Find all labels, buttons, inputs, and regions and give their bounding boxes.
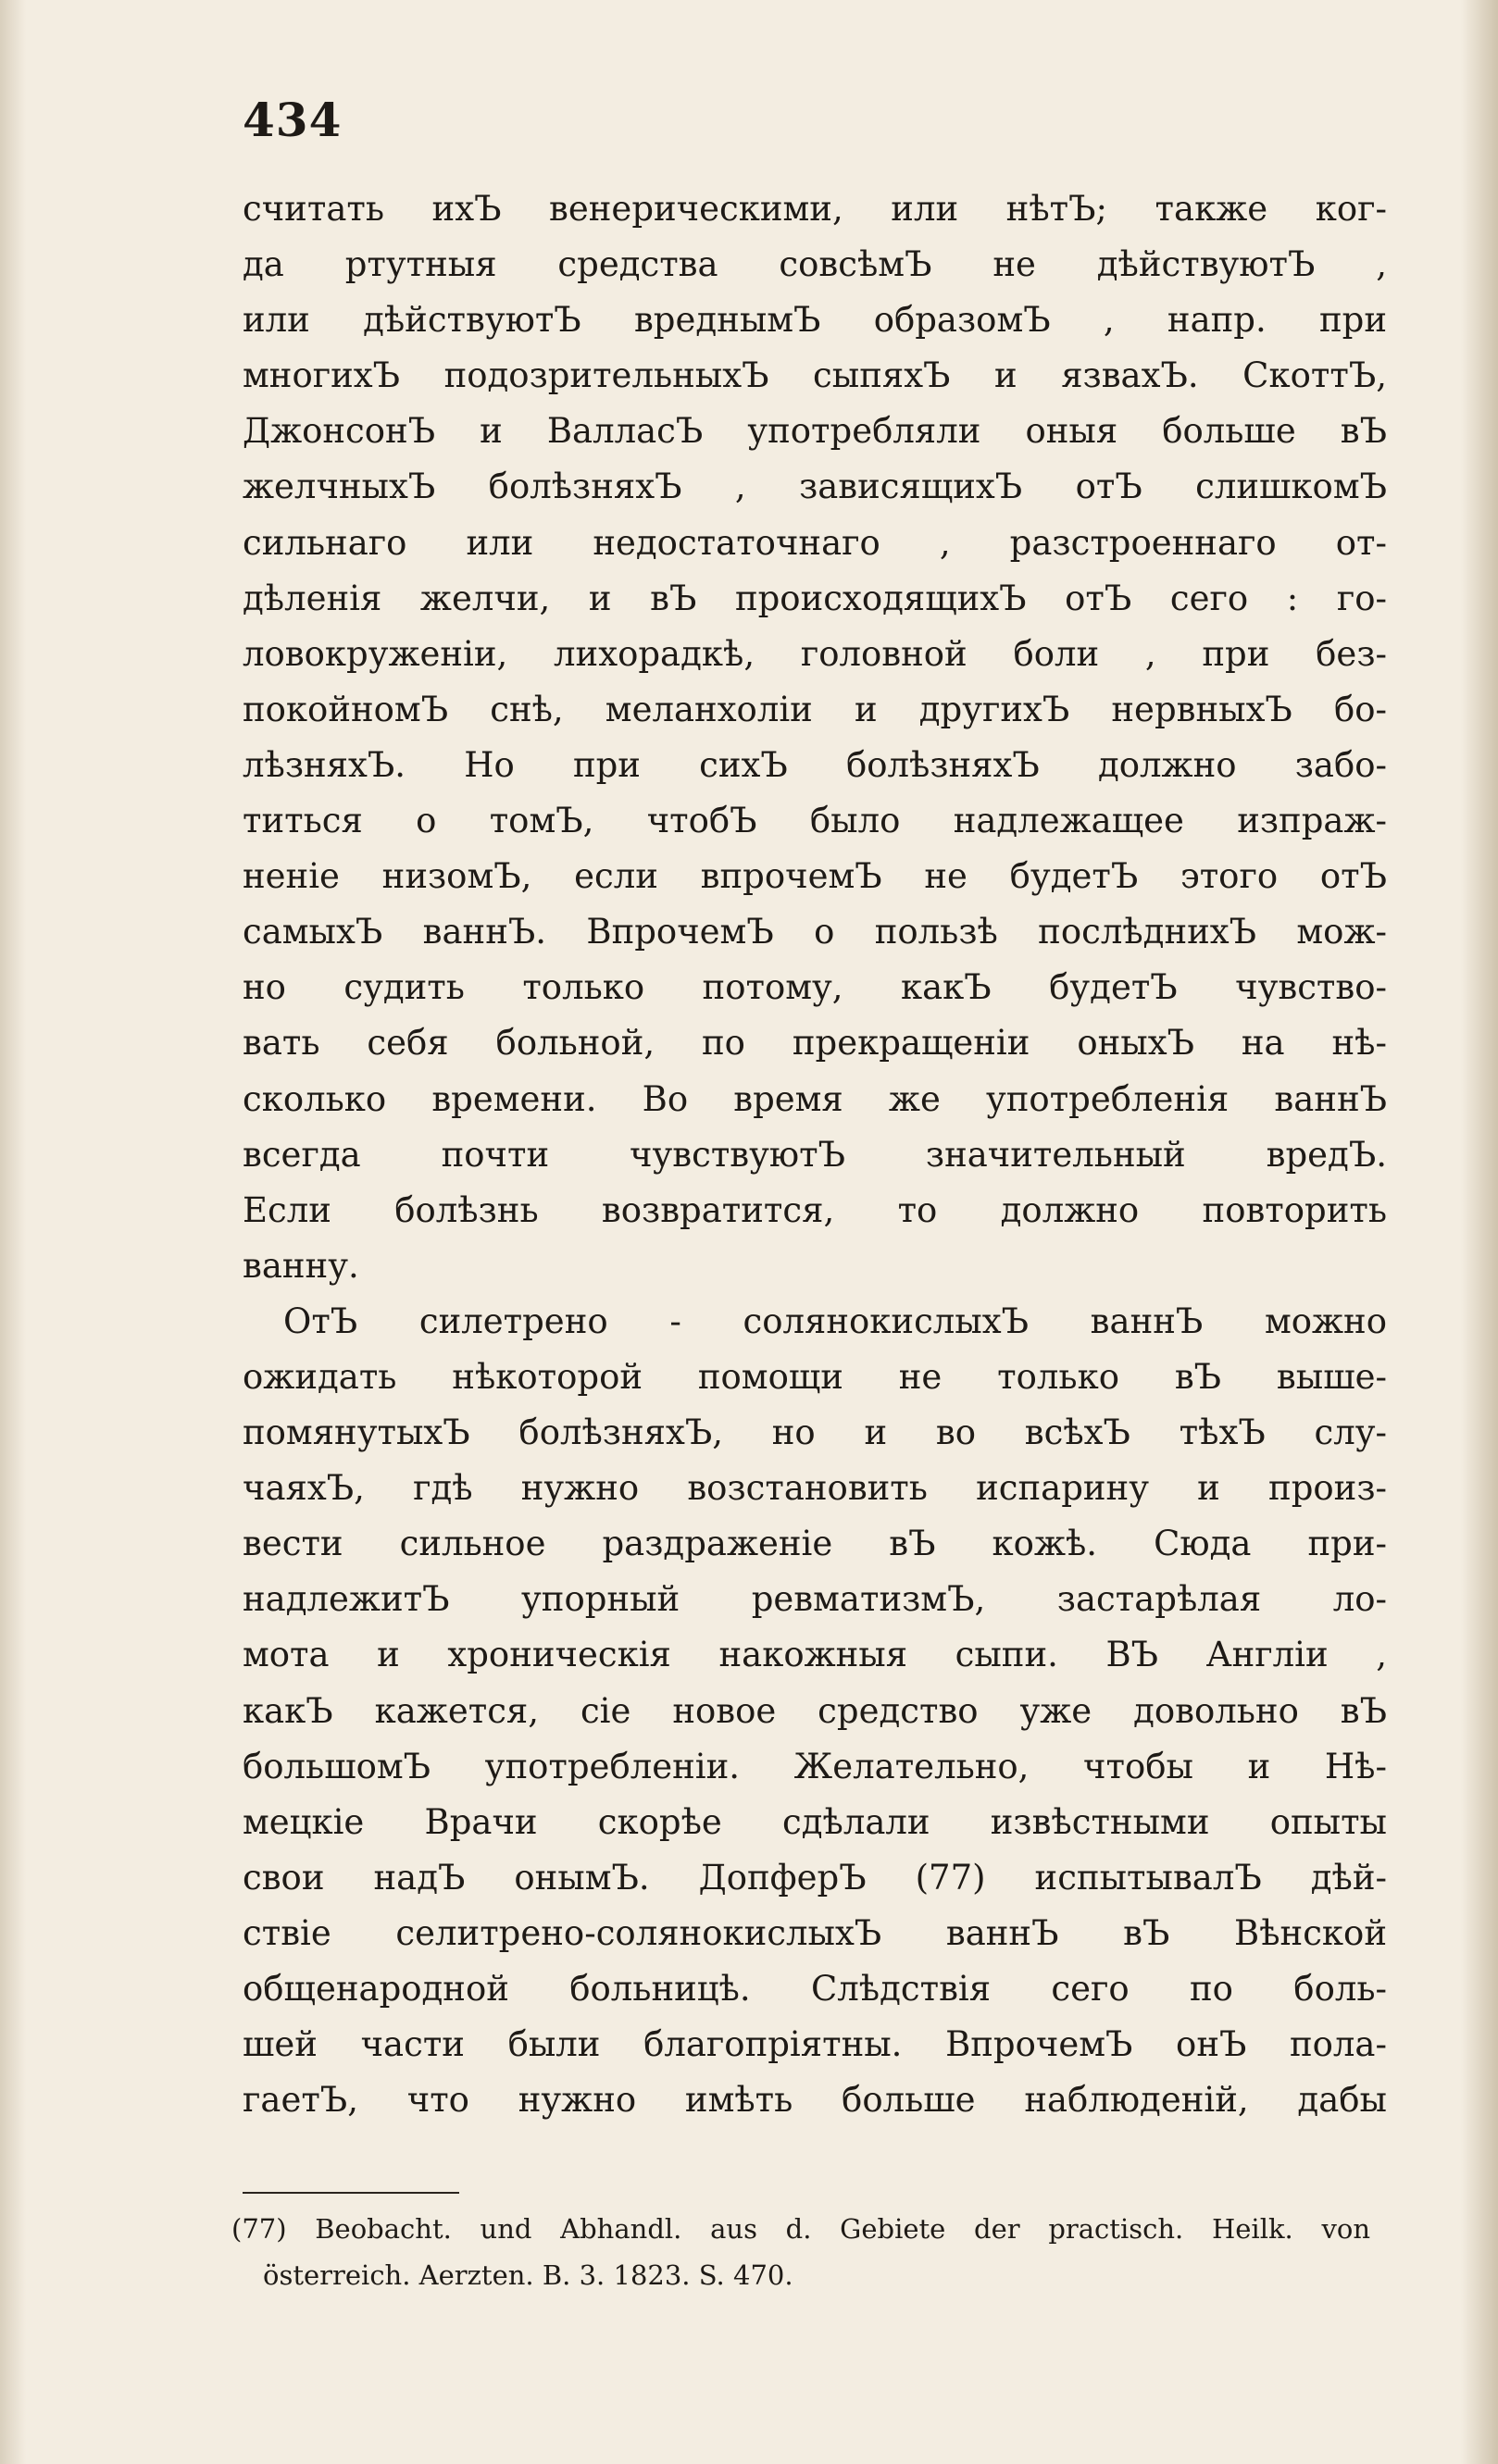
body-line: вать себя больной, по прекращеніи оныхЪ на нѣ- [243,1023,1387,1064]
page-edge-left [0,0,26,2464]
body-line: ОтЪ силетрено - солянокислыхЪ ваннЪ можно [283,1300,1387,1341]
body-line: многихЪ подозрительныхЪ сыпяхЪ и язвахЪ. СкоттЪ, [243,355,1387,396]
footnote-rule [243,2192,459,2194]
body-line: гаетЪ, что нужно имѣть больше наблюденій, дабы [243,2080,1387,2121]
body-line: помянутыхЪ болѣзняхЪ, но и во всѣхЪ тѣхЪ слу- [243,1412,1387,1453]
body-line: всегда почти чувствуютЪ значительный вредЪ. [243,1134,1387,1175]
body-line: ловокруженіи, лихорадкѣ, головной боли , при без- [243,633,1387,674]
body-line: вести сильное раздраженіе вЪ кожѣ. Сюда при- [243,1524,1387,1564]
body-line: считать ихЪ венерическими, или нѣтЪ; также ког- [243,189,1387,229]
body-line: шей части были благопріятны. ВпрочемЪ онЪ пола- [243,2024,1387,2065]
body-line: свои надЪ онымЪ. ДопферЪ (77) испытывалЪ дѣй- [243,1857,1387,1898]
body-line: покойномЪ снѣ, меланхоліи и другихЪ нервныхЪ бо- [243,689,1387,729]
body-line: общенародной больницѣ. Слѣдствія сего по боль- [243,1969,1387,2009]
body-line: да ртутныя средства совсѣмЪ не дѣйствуютЪ , [243,244,1387,285]
body-line: какЪ кажется, сіе новое средство уже довольно вЪ [243,1690,1387,1731]
body-line: но судить только потому, какЪ будетЪ чувство- [243,967,1387,1008]
body-line: мота и хроническія накожныя сыпи. ВЪ Англіи , [243,1635,1387,1675]
body-line: неніе низомЪ, если впрочемЪ не будетЪ этого отЪ [243,856,1387,897]
body-line: большомЪ употребленіи. Желательно, чтобы и Нѣ- [243,1746,1387,1786]
body-line: титься о томЪ, чтобЪ было надлежащее изпраж- [243,801,1387,841]
body-line: ствіе селитрено-солянокислыхЪ ваннЪ вЪ Вѣнской [243,1912,1387,1953]
page-edge-right [1461,0,1498,2464]
footnote-line: (77) Beobacht. und Abhandl. aus d. Gebiete der practisch. Heilk. von [231,2213,1370,2245]
body-line: самыхЪ ваннЪ. ВпрочемЪ о пользѣ послѣднихЪ мож- [243,912,1387,952]
body-line: мецкіе Врачи скорѣе сдѣлали извѣстными опыты [243,1801,1387,1842]
body-line: сильнаго или недостаточнаго , разстроеннаго от- [243,522,1387,563]
body-line: надлежитЪ упорный ревматизмЪ, застарѣлая ло- [243,1579,1387,1620]
body-line: ДжонсонЪ и ВалласЪ употребляли оныя больше вЪ [243,411,1387,452]
footnote-line: österreich. Aerzten. B. 3. 1823. S. 470. [263,2259,793,2291]
body-line: ожидать нѣкоторой помощи не только вЪ выше- [243,1356,1387,1397]
body-line: чаяхЪ, гдѣ нужно возстановить испарину и произ- [243,1468,1387,1509]
footnotes [231,2206,1370,2298]
body-line: желчныхЪ болѣзняхЪ , зависящихЪ отЪ слишкомЪ [243,467,1387,507]
body-line: или дѣйствуютЪ вреднымЪ образомЪ , напр. при [243,300,1387,341]
body-line: дѣленія желчи, и вЪ происходящихЪ отЪ сего : го- [243,578,1387,618]
body-line: Если болѣзнь возвратится, то должно повторить [243,1189,1387,1230]
body-line: ванну. [243,1245,359,1286]
body-line: сколько времени. Во время же употребленія ваннЪ [243,1078,1387,1119]
body-line: лѣзняхЪ. Но при сихЪ болѣзняхЪ должно забо- [243,744,1387,785]
page-number: 434 [243,93,343,147]
body-text [243,181,1387,2128]
